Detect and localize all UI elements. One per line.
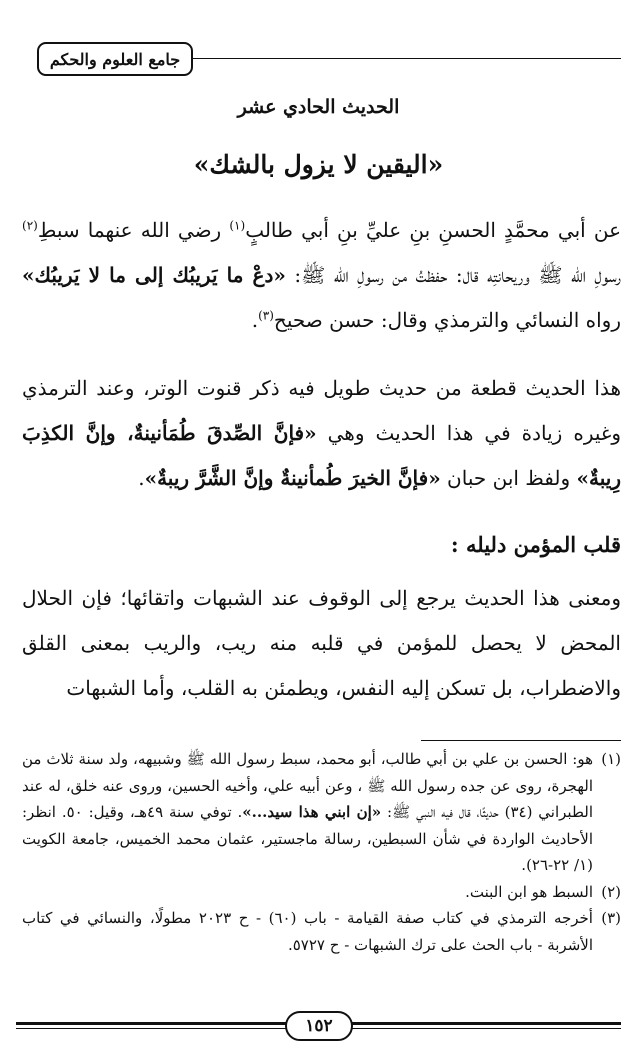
footnote-number: (١) [601, 750, 621, 768]
book-title: جامع العلوم والحكم [49, 49, 181, 69]
footnote-2 [22, 879, 621, 906]
hadith-title: «اليقين لا يزول بالشك» [193, 150, 444, 179]
text-run: هو: الحسن بن علي بن أبي طالب، أبو محمد، سبط رسول الله ﷺ وشبيهه، ولد سنة ثلاث من الهجرة، روى عن جده رسول الله ﷺ ، وعن أبيه علي، وأخيه الحسين، وروى عنه خلق، له عند الطبراني (٣٤) حديثًا، قال فيه النبي ﷺ: [22, 750, 593, 821]
text-run: رضي الله عنهما سبطِ [37, 218, 230, 242]
footnote-text [22, 746, 593, 879]
subheading-colon: : [450, 532, 466, 557]
text-run: . [138, 466, 145, 490]
text-run: هذا الحديث قطعة من حديث طويل فيه ذكر قنوت الوتر، وعند الترمذي وغيره زيادة في هذا الحديث وهي [22, 376, 622, 445]
footnotes [22, 746, 621, 958]
text-run: رسولِ الله ﷺ وريحانتِه قال: حفظتُ من رسولِ الله ﷺ: [285, 263, 621, 287]
hadith-quote: «فإنَّ الصِّدقَ طُمَأنينةٌ، وإنَّ الكذِبَ رِيبةٌ» [22, 421, 621, 490]
footnote-number: (٢) [601, 882, 621, 901]
text-run: رواه النسائي والترمذي وقال: حسن صحيح [273, 308, 621, 332]
footnote-number: (٣) [601, 909, 621, 927]
hadith-quote: «إن ابني هذا سيد...» [242, 803, 382, 821]
footnote-ref-1[interactable]: (١) [229, 218, 246, 233]
text-run: . توفي سنة ٤٩هـ، وقيل: ٥٠. انظر: الأحاديث الواردة في شأن السبطين، رسالة ماجستير، عثمان محمد الخميس، جامعة الكويت (١/ ٢٢-٢٦). [22, 803, 593, 874]
header-rule [193, 58, 621, 59]
footnote-ref-2[interactable]: (٢) [22, 218, 38, 233]
footnote-text: أخرجه الترمذي في كتاب صفة القيامة - باب (٦٠) - ح ٢٠٢٣ مطولًا، والنسائي في كتاب الأشربة - باب الحث على ترك الشبهات - ح ٥٧٢٧. [22, 909, 593, 954]
footnote-ref-3[interactable]: (٣) [258, 308, 274, 323]
running-header [37, 42, 193, 76]
hadith-quote: «دعْ ما يَريبُك إلى ما لا يَريبُك» [22, 263, 286, 287]
footnote-1 [22, 746, 621, 879]
text-run: ومعنى هذا الحديث يرجع إلى الوقوف عند الشبهات واتقائها؛ فإن الحلال المحض لا يحصل للمؤمن في قلبه منه ريب، والريب بمعنى القلق والاضطراب، بل تسكن إليه النفس، ويطمئن به القلب، وأما الشبهات [22, 586, 621, 700]
text-run: عن أبي محمَّدٍ الحسنِ بنِ عليِّ بنِ أبي طالبٍ [245, 218, 621, 242]
hadith-number-heading: الحديث الحادي عشر [237, 96, 400, 118]
section-subheading [451, 532, 621, 557]
page-number: ١٥٢ [285, 1011, 353, 1041]
footnote-separator [421, 740, 621, 741]
paragraph-commentary [22, 366, 621, 501]
footnote-text: السبط هو ابن البنت. [465, 882, 593, 901]
footnote-3 [22, 905, 621, 958]
subheading-text: قلب المؤمن دليله [466, 532, 621, 557]
paragraph-narration [22, 208, 621, 343]
paragraph-meaning [22, 576, 621, 711]
text-run: . [251, 308, 259, 332]
text-run: ولفظ ابن حبان [440, 466, 577, 490]
hadith-quote: «فإنَّ الخيرَ طُمأنينةٌ وإنَّ الشَّرَّ ريبةٌ» [144, 466, 441, 490]
